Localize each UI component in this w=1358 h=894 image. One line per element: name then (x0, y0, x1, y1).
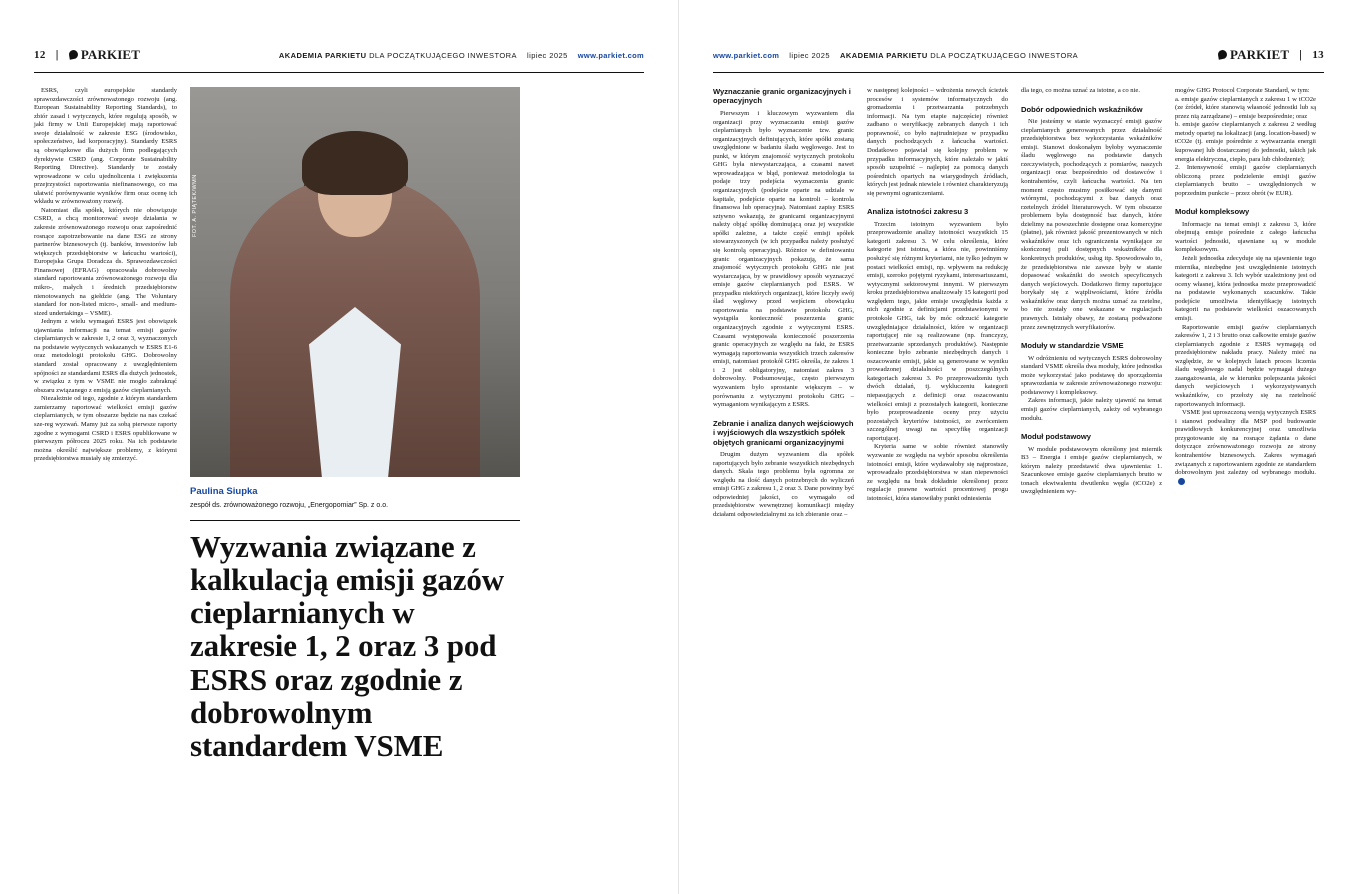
paragraph: mogów GHG Protocol Corporate Standard, w tym: (1175, 87, 1310, 94)
page-title: Wyzwania związane z kalkulacją emisji gazów cieplarnianych w zakresie 1, 2 oraz 3 pod ESRS oraz zgodnie z dobrowolnym standardem VSME (190, 529, 505, 763)
photo-credit: FOT. A. PIĄTEK/WMN (192, 174, 198, 237)
section-heading: Moduł kompleksowy (1175, 207, 1250, 217)
photo-hair-front (302, 131, 408, 195)
paragraph: Natomiast dla spółek, których nie obowiązuje CSRD, a chcą monitorować swoje działania w zakresie zrównoważonego rozwoju oraz zapośrednić rosnące zapotrzebowanie na dane ESG ze strony partnerów biznesowych (tj. banków, inwestorów lub większych przedsiębiorstw w łańcuchu wartości), Europejska Grupa Doradcza ds. Sprawozdawczości Finansowej (EFRAG) opracowała dobrowolny standard raportowania zrównoważonego rozwoju dla mikro-, małych i średnich przedsiębiorstw nienotowanych na giełdzie (ang. The Voluntary standard for non-listed micro-, small- and medium-sized undertakings – VSME). (34, 206, 177, 317)
author-role: zespół ds. zrównoważonego rozwoju, „Energopomiar” Sp. z o.o. (190, 502, 389, 509)
page-right (679, 0, 1358, 894)
feature-block (190, 87, 520, 893)
author-photo (190, 87, 520, 477)
runhead-section-right (840, 51, 1078, 60)
paragraph: Raportowanie emisji gazów cieplarnianych zakresów 1, 2 i 3 brutto oraz całkowite emisje gazów cieplarnianych zgodnie z ESRS wymagają od przedsiębiorstw nakładu pracy. Należy mieć na względzie, że w kolejnych latach proces liczenia śladu węglowego nadal będzie wymagał dużego zaangażowania, ale w kierunku polepszania jakości danych wejściowych i wykorzystywanych wskaźników, co przełoży się na rzetelność raportowanych informacji. (1175, 323, 1316, 408)
running-head-left: 12 | PARKIET AKADEMIA PARKIETU DLA POCZĄTKUJĄCEGO INWESTORA lipiec 2025 www.parkiet.com (34, 44, 644, 73)
paragraph: Trzecim istotnym wyzwaniem było przeprowadzenie analizy istotności wszystkich 15 kategorii zakresu 3. W celu określenia, które kategorie jest istotna, a która nie, powinniśmy posłużyć się różnymi kryteriami, nie tylko jednym w postaci wielkości emisji, np. wpływem na redukcję emisji, szeroko pojętymi ryzykami, interesariuszami, wytycznymi sektorowymi innymi. W pierwszym kroku przedsiębiorstwa analizowały 15 kategorii pod względem tego, jakie emisje uwzględnia każda z nich zgodnie z definicjami przedstawionymi w protokole GHG, tak by móc odrzucić kategorie uwzględniające działalności, które w organizacji raportującej nie są realizowane (np. franczyzy, przetwarzanie sprzedanych produktów). Następnie konieczne było zebranie niezbędnych danych i oszacowanie emisji, jakie są generowane w wyniku prowadzonej działalności w poszczególnych kategoriach zakresu 3. Po przeprowadzeniu tych dwóch działań, tj. wykluczeniu kategorii niepasujących z definicji oraz oszacowaniu wielkości emisji z pozostałych kategorii, konieczne było przeprowadzenie oceny przy użyciu pozostałych kryteriów istotności, ze zwróceniem szczególnej uwagi na specyfikę organizacji raportującej. (867, 220, 1008, 442)
runhead-url-right[interactable]: www.parkiet.com (713, 50, 780, 60)
runhead-url-left[interactable]: www.parkiet.com (577, 50, 644, 60)
section-heading: Zebranie i analiza danych wejściowych i wyjściowych dla wszystkich spółek objętych granicami organizacyjnymi (713, 418, 854, 447)
paragraph: Niezależnie od tego, zgodnie z którym standardem zamierzamy raportować wielkości emisji gazów cieplarnianych, w tym obszarze będzie na nas czekać sze-reg wyzwań. Mamy już za sobą pierwsze raporty zgodne z wymogami CSRD i ESRS opublikowane w pierwszym półroczu 2025 roku. Na ich podstawie można określić największe problemy, z którymi przedsiębiorstwa musiały się zmierzyć. (34, 395, 177, 463)
section-heading: Analiza istotności zakresu 3 (867, 207, 969, 217)
masthead-right: PARKIET (1218, 47, 1289, 63)
left-page-columns (34, 87, 644, 893)
section-heading: Moduł podstawowy (1021, 432, 1092, 442)
column-4 (1021, 87, 1162, 893)
running-head-right: www.parkiet.com lipiec 2025 AKADEMIA PARKIETU DLA POCZĄTKUJĄCEGO INWESTORA PARKIET | 13 (713, 44, 1324, 73)
paragraph: Jednym z wielu wymagań ESRS jest obowiązek ujawniania informacji na temat emisji gazów cieplarnianych w zakresie 1, 2 oraz 3, wyznaczonych na podstawie wytycznych wskazanych w ESRS E1-6 oraz metodologii protokołu GHG. Dobrowolny standard został opracowany z uwzględnieniem spójności ze standardami ESRS dla dużych jednostek, w związku z tym w VSME nie mogło zabraknąć obszaru związanego z emisją gazów cieplarnianych. (34, 318, 177, 394)
column-5 (1175, 87, 1316, 893)
paragraph: W module podstawowym określony jest miernik B3 – Energia i emisje gazów cieplarnianych, w którym należy przedstawić dwa ujawnienia: 1. Szacunkowe emisje gazów cieplarnianych brutto w tonach ekwiwalentu dwutlenku węgla (tCO2e) z uwzględnieniem wy- (1021, 445, 1162, 496)
section-heading: Dobór odpowiednich wskaźników (1021, 104, 1143, 114)
paragraph: Informacje na temat emisji z zakresu 3, które obejmują emisje pośrednie z całego łańcucha wartości jednostki, ujawniane są w module kompleksowym. (1175, 220, 1316, 254)
right-page-columns (713, 87, 1324, 893)
paragraph: Drugim dużym wyzwaniem dla spółek raportujących było zebranie wszystkich niezbędnych danych. Skala tego problemu była ogromna ze względu na ilość danych potrzebnych do wyliczeń emisji GHG z zakresu 1, 2 oraz 3. Dane powinny być odpowiedniej jakości, co wymagało od przedsiębiorstw wewnętrznej komunikacji między działami odpowiedzialnymi za ich zbieranie oraz – (713, 451, 854, 519)
folio-right: 13 (1312, 49, 1324, 61)
runhead-issue-left: lipiec 2025 (526, 50, 568, 60)
folio-left: 12 (34, 49, 46, 61)
paragraph: Nie jesteśmy w stanie wyznaczyć emisji gazów cieplarnianych generowanych przez działalność przedsiębiorstwa bez wykorzystania wskaźników emisji. Stanowi doskonałym byłoby wyznaczenie śladu węglowego na podstawie danych rzeczywistych, pochodzących z pomiarów, naszych organizacji oraz bezpośrednio od dostawców i kontrahentów, czyli łańcucha wartości. Na ten moment często musimy posiłkować się danymi wtórnymi, pochodzącymi z baz danych oraz rzetelnych źródeł literaturowych. W tym obszarze problemem była dostępność baz danych, które dzielimy na powszechnie dostępne oraz komercyjne (płatne), jak również jakość prezentowanych w nich wskaźników oraz ich ograniczenia wynikające ze skończonej puli dostępnych wskaźników dla konkretnych produktów, usług itp. Spowodowało to, że przedsiębiorstwa nie zawsze były w stanie dopasować wskaźniki do swoich specyficznych danych wejściowych. Dodatkowo firmy raportujące borykały się z wątpliwościami, które źródła wskaźników oraz danych można uznać za rzetelne, bo nie zostały one wskazane w regulacjach prawnych. Istniały obawy, że zostaną podważone przez zewnętrznych weryfikatorów. (1021, 118, 1162, 331)
paragraph-text: VSME jest uproszczoną wersją wytycznych ESRS i stanowi podwaliny dla MSP pod budowanie prawidłowych konkurencyjnej oraz umożliwia przygotowanie się na rosnące żądania o dane dotyczące zrównoważonego rozwoju ze strony kontrahentów biznesowych. Zakres wymagań związanych z raportowaniem zgodnie ze standardem dobrowolnym jest zależny od wybranego modułu. (1175, 409, 1316, 477)
paragraph: W odróżnieniu od wytycznych ESRS dobrowolny standard VSME określa dwa moduły, które jednostka może wykorzystać jako podstawę do sporządzenia sprawozdania w zakresie zrównoważonego rozwoju: podstawowy i kompleksowy. (1021, 354, 1162, 396)
list-item: a. emisje gazów cieplarnianych z zakresu 1 w tCO2e (ze źródeł, które stanowią własność jednostki lub są przez nią zarządzane) – emisje bezpośrednie; oraz (1175, 95, 1316, 120)
runhead-section-bold-right: AKADEMIA PARKIETU (840, 50, 928, 60)
list-item: 2. Intensywność emisji gazów cieplarnianych obliczoną przez podzielenie emisji gazów cieplarnianych brutto – uwzględnionych w poprzednim punkcie – przez obrót (w EUR). (1175, 164, 1316, 197)
paragraph: Pierwszym i kluczowym wyzwaniem dla organizacji przy wyznaczaniu emisji gazów cieplarnianych było wyznaczenie tzw. granic organizacyjnych definiujących, które spółki zostaną uwzględnione w badaniu śladu węglowego. Jest to punkt, w którym znajomość wytycznych protokołu GHG była niewystarczająca, a czasami nawet wprowadzająca w błąd, ponieważ metodologia ta podaje trzy podejścia wyznaczenia granic organizacyjnych (podejście oparte na udziale w kapitale, podejście oparte na kontroli – kontrola finansowa lub operacyjna). Natomiast zapisy ESRS sztywno wskazują, że granicami organizacyjnymi należy objąć spółkę dominującą oraz jej wszystkie spółki zależne, a także część emisji spółek stowarzyszonych (w ich przypadku należy posłużyć się kontrolą operacyjną). Różnice w definiowaniu granic organizacyjnych pokazują, że sama znajomość wytycznych protokołu GHG nie jest wystarczająca, by w prawidłowy sposób wyznaczyć emisje gazów cieplarnianych pod ESRS. W przypadku niektórych organizacji, które liczyły swój ślad węglowy przed wejściem obowiązku raportowania na podstawie protokołu GHG, wystąpiła konieczność poszerzenia granic organizacyjnych zgodnie z wytycznymi ESRS. Czasami występowała konieczność poszerzenia granic operacyjnych ze względu na fakt, że ESRS wymagają raportowania wszystkich trzech zakresów emisji, natomiast protokół GHG określa, że zakres 1 i 2 jest obligatoryjny, natomiast zakres 3 dobrowolny. Podsumowując, często pierwszym wyzwaniem było sprostanie większym – w porównaniu z wytycznymi protokołu GHG – wymaganiom wynikającym z ESRS. (713, 109, 854, 409)
runhead-section-left (279, 51, 517, 60)
section-heading: Wyznaczanie granic organizacyjnych i operacyjnych (713, 87, 851, 106)
column-3 (867, 87, 1008, 893)
masthead-left: PARKIET (69, 47, 140, 63)
runhead-section-bold-left: AKADEMIA PARKIETU (278, 50, 367, 60)
paragraph: w następnej kolejności – wdrożenia nowych ścieżek procesów i systemów informatycznych do gromadzenia i przetwarzania potrzebnych informacji. Na tym etapie najczęściej również zadbano o weryfikację zebranych danych i ich poprawność, co było najtrudniejsze w przypadku danych pochodzących z łańcucha wartości. Dodatkowo pojawiał się kolejny problem w przypadku informacyjnych, które należało w jakiś sposób uzupełnić – najlepiej za pomocą danych pośrednich opartych na wiarygodnych źródłach, których jest jednak niewiele i również charakteryzują się pewnymi ograniczeniami. (867, 87, 1008, 197)
section-heading: Moduły w standardzie VSME (1021, 341, 1124, 351)
paragraph: Kryteria same w sobie również stanowiły wyzwanie ze względu na wybór sposobu określenia istotności emisji, które wydawałoby się najprostsze, wprowadzało przedsiębiorstwa w stan niepewności ze względu na brak dokładnie określonej przez regulacje prawne wartości procentowej progu istotności, która stanowiłaby punkt odniesienia (867, 443, 1008, 502)
paragraph (1175, 409, 1316, 487)
list-item: b. emisje gazów cieplarnianych z zakresu 2 według metody opartej na lokalizacji (ang. location-based) w tCO2e (tj. emisje pośrednie z wytwarzania energii kupowanej lub dostarczanej do jednostki, takich jak energia elektryczna, ciepło, para lub chłodzenie); (1175, 121, 1316, 163)
end-mark-icon (1178, 478, 1185, 485)
runhead-issue-right: lipiec 2025 (789, 50, 831, 60)
column-1 (34, 87, 177, 893)
paragraph: ESRS, czyli europejskie standardy sprawozdawczości zrównoważonego rozwoju (ang. European Sustainability Reporting Standards), to zbiór zasad i wytycznych, które regulują sposób, w jaki firmy w Unii Europejskiej mają raportować swoje działalność w zakresie ESG (środowisko, społeczeństwo, ład korporacyjny). Standardy ESRS są obowiązkowe dla dużych firm podlegających dyrektywie CSRD (ang. Corporate Sustainability Reporting Directive). Standardy te zostały wprowadzone w celu ujednolicenia i zwiększenia przejrzystości raportowania niefinansowego, co ma ułatwić porównywanie wyników firm oraz ocenę ich wkładu w zrównoważony rozwój. (34, 87, 177, 206)
runhead-section-rest-left: DLA POCZĄTKUJĄCEGO INWESTORA (369, 50, 517, 60)
headline-divider (190, 520, 520, 521)
runhead-section-rest-right: DLA POCZĄTKUJĄCEGO INWESTORA (930, 50, 1079, 60)
paragraph: Zakres informacji, jakie należy ujawnić na temat emisji gazów cieplarnianych, zależy od wybranego modułu. (1021, 397, 1162, 422)
paragraph: Jeżeli jednostka zdecyduje się na ujawnienie tego miernika, niezbędne jest uwzględnienie istotnych kategorii z zakresu 3. Ich wybór uzależniony jest od oceny własnej, która jednostka może przeprowadzić na podstawie wykonanych szacunków. Takie podejście umożliwia identyfikację istotnych kategorii na podstawie wielkości oszacowanych emisji. (1175, 255, 1316, 322)
column-2 (713, 87, 854, 893)
author-name: Paulina Siupka (190, 486, 258, 497)
paragraph: dla tego, co można uznać za istotne, a co nie. (1021, 87, 1141, 94)
